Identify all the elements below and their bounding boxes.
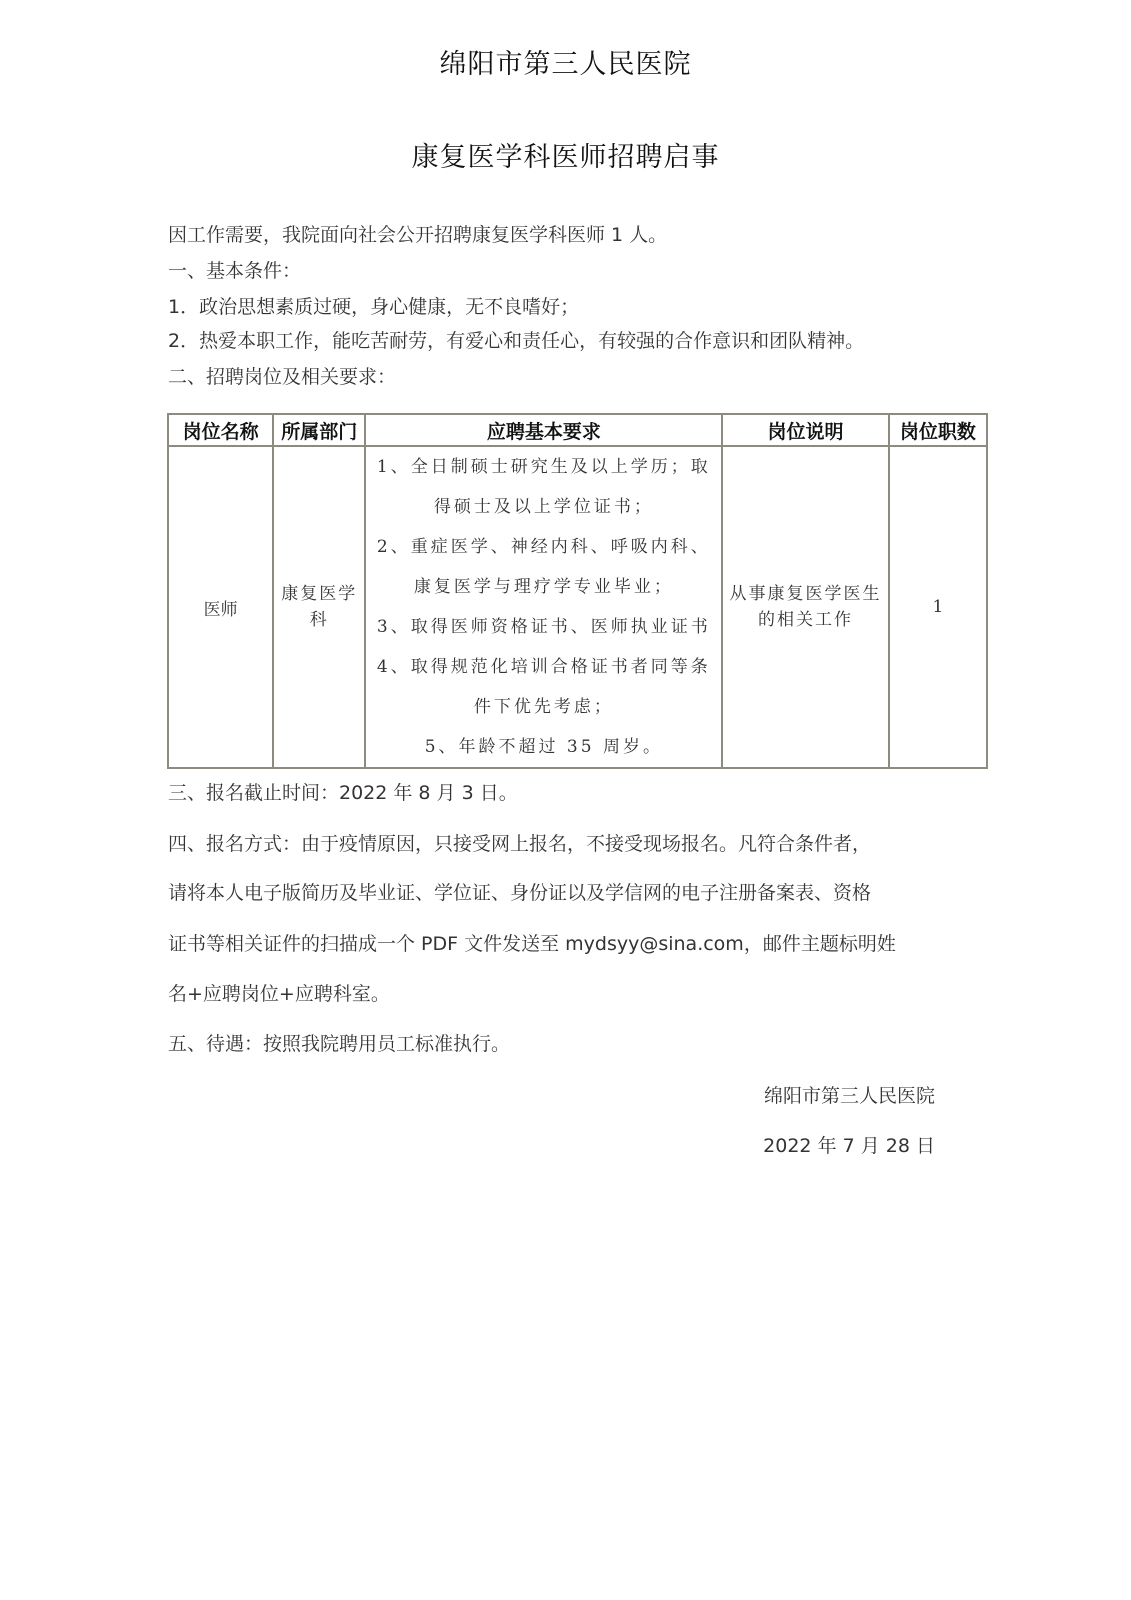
department-line-1: 康复医学 bbox=[281, 584, 358, 604]
position-name: 医师 bbox=[203, 599, 238, 620]
section2-heading: 二、招聘岗位及相关要求： bbox=[168, 366, 397, 388]
position-count: 1 bbox=[932, 597, 944, 617]
requirement-line: 4、取得规范化培训合格证书者同等条 bbox=[376, 657, 711, 677]
requirement-line: 得硕士及以上学位证书； bbox=[433, 497, 654, 517]
table-row bbox=[168, 446, 987, 768]
header-description: 岗位说明 bbox=[722, 414, 889, 446]
cell-requirements bbox=[365, 446, 722, 768]
cell-description bbox=[722, 446, 889, 768]
header-count: 岗位职数 bbox=[889, 414, 987, 446]
requirement-line: 3、取得医师资格证书、医师执业证书 bbox=[376, 617, 711, 637]
department-line-2: 科 bbox=[309, 610, 329, 630]
org-title: 绵阳市第三人民医院 bbox=[439, 49, 692, 80]
notice-title: 康复医学科医师招聘启事 bbox=[411, 142, 720, 173]
description-line-1: 从事康复医学医生 bbox=[729, 584, 882, 604]
requirement-line: 件下优先考虑； bbox=[473, 697, 614, 717]
cell-count bbox=[889, 446, 987, 768]
section4-line-1: 四、报名方式：由于疫情原因，只接受网上报名，不接受现场报名。凡符合条件者， bbox=[168, 833, 872, 855]
requirement-line: 5、年龄不超过 35 周岁。 bbox=[424, 737, 663, 757]
cell-position bbox=[168, 446, 273, 768]
signature-date: 2022 年 7 月 28 日 bbox=[763, 1135, 935, 1157]
header-requirements: 应聘基本要求 bbox=[365, 414, 722, 446]
table-header-row bbox=[168, 414, 987, 446]
signature-org: 绵阳市第三人民医院 bbox=[763, 1085, 935, 1107]
section4-line-4: 名+应聘岗位+应聘科室。 bbox=[168, 983, 390, 1005]
cell-department bbox=[273, 446, 365, 768]
section1-heading: 一、基本条件： bbox=[168, 260, 302, 282]
section1-item-2: 2．热爱本职工作，能吃苦耐劳，有爱心和责任心，有较强的合作意识和团队精神。 bbox=[168, 330, 865, 352]
requirement-line: 2、重症医学、神经内科、呼吸内科、 bbox=[376, 537, 711, 557]
description-line-2: 的相关工作 bbox=[757, 610, 853, 630]
section5-benefits: 五、待遇：按照我院聘用员工标准执行。 bbox=[168, 1033, 511, 1055]
intro-paragraph: 因工作需要，我院面向社会公开招聘康复医学科医师 1 人。 bbox=[168, 224, 668, 246]
requirement-line: 康复医学与理疗学专业毕业； bbox=[413, 577, 674, 597]
section4-line-3: 证书等相关证件的扫描成一个 PDF 文件发送至 mydsyy@sina.com，邮件主题标明姓 bbox=[168, 933, 896, 955]
section1-item-1: 1．政治思想素质过硬，身心健康，无不良嗜好； bbox=[168, 296, 580, 318]
positions-table bbox=[167, 413, 988, 769]
requirement-line: 1、全日制硕士研究生及以上学历；取 bbox=[376, 457, 711, 477]
header-position: 岗位名称 bbox=[168, 414, 273, 446]
header-department: 所属部门 bbox=[273, 414, 365, 446]
section3-deadline: 三、报名截止时间：2022 年 8 月 3 日。 bbox=[168, 782, 518, 804]
section4-line-2: 请将本人电子版简历及毕业证、学位证、身份证以及学信网的电子注册备案表、资格 bbox=[168, 882, 872, 904]
